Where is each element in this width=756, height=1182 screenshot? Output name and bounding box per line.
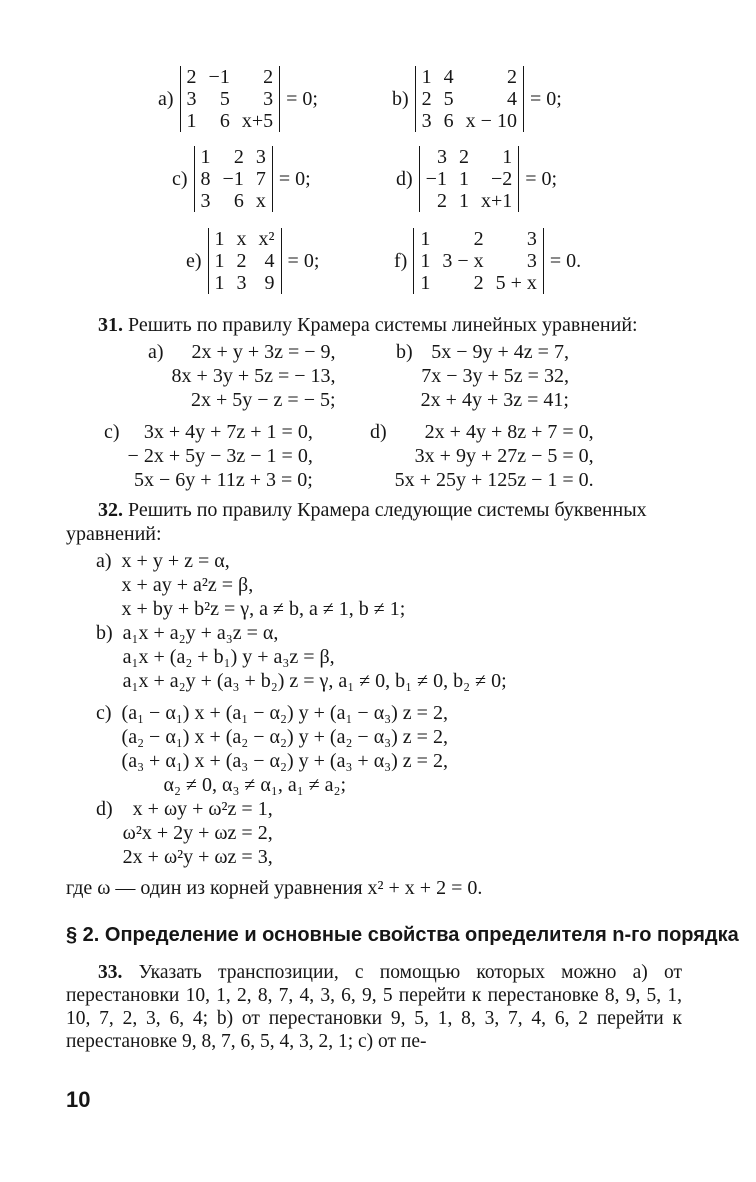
matrix-cell: 2: [186, 66, 197, 88]
det-equation: = 0.: [549, 249, 582, 272]
problem-33-statement: [66, 961, 682, 1053]
matrix-cell: 1: [420, 250, 431, 272]
matrix-cell: 6: [443, 110, 454, 132]
problem-31-statement: [98, 313, 638, 337]
equation-line: a₁x + a₂y + a₃z = α,: [122, 622, 279, 644]
det-e: [186, 228, 319, 294]
matrix-cell: 2: [436, 190, 447, 212]
system-label: c): [96, 702, 112, 724]
determinant-matrix: [180, 66, 281, 132]
system-label: a): [96, 550, 112, 572]
system-equations: [122, 701, 448, 797]
determinant-matrix: [415, 66, 524, 132]
equation-line: x + ωy + ω²z = 1,: [132, 798, 273, 820]
matrix-cell: x+1: [480, 190, 513, 212]
section-heading: § 2. Определение и основные свойства определителя n-го порядка: [66, 924, 739, 946]
matrix-cell: 6: [219, 110, 230, 132]
matrix-cell: x: [236, 228, 247, 250]
determinant-matrix: [419, 146, 520, 212]
system-label: b): [96, 622, 113, 644]
matrix-cell: 2: [473, 272, 484, 294]
matrix-cell: 7: [255, 168, 266, 190]
matrix-cell: 2: [236, 250, 247, 272]
matrix-cell: 3: [263, 88, 274, 110]
equation-line: − 2x + 5y − 3z − 1 = 0,: [127, 445, 313, 467]
equation-line: 2x + 4y + 3z = 41;: [420, 389, 569, 411]
problem-number: 32.: [98, 499, 123, 521]
equation-line: ω²x + 2y + ωz = 2,: [122, 822, 273, 844]
where-clause: где ω — один из корней уравнения x² + x + 2 = 0.: [66, 877, 483, 899]
det-label: e): [186, 249, 202, 272]
det-label: f): [394, 249, 408, 272]
matrix-cell: 2: [458, 146, 469, 168]
matrix-cell: 3: [255, 146, 266, 168]
matrix-cell: 5: [219, 88, 230, 110]
matrix-cell: 3: [236, 272, 247, 294]
determinant-matrix: [208, 228, 282, 294]
equation-line: x + by + b²z = γ, a ≠ b, a ≠ 1, b ≠ 1;: [121, 598, 406, 620]
system-equations: [421, 340, 569, 412]
problem-text-line1: Решить по правилу Крамера следующие системы буквенных: [128, 499, 647, 521]
system-32b: [96, 621, 507, 693]
matrix-cell: 3: [200, 190, 211, 212]
det-equation: = 0;: [525, 167, 558, 190]
equation-line: 2x + 4y + 8z + 7 = 0,: [424, 421, 594, 443]
matrix-cell: 1: [214, 272, 225, 294]
matrix-cell: 3: [186, 88, 197, 110]
system-equations: [122, 549, 406, 621]
matrix-cell: 8: [200, 168, 211, 190]
matrix-cell: 2: [263, 66, 274, 88]
matrix-cell: 2: [233, 146, 244, 168]
system-equations: [123, 621, 507, 693]
det-equation: = 0;: [286, 87, 318, 110]
matrix-cell: 1: [420, 272, 431, 294]
det-label: b): [392, 87, 409, 110]
matrix-cell: −1: [222, 168, 244, 190]
equation-line: (a₁ − α₁) x + (a₁ − α₂) y + (a₁ − α₃) z = 2,: [121, 702, 448, 724]
equation-line: 3x + 9y + 27z − 5 = 0,: [414, 445, 594, 467]
system-label: b): [396, 341, 413, 363]
matrix-cell: 1: [214, 250, 225, 272]
equation-line: (a₃ + α₁) x + (a₃ − α₂) y + (a₃ + α₃) z = 2,: [121, 750, 448, 772]
det-equation: = 0;: [529, 87, 562, 110]
problem-32-statement-cont: уравнений:: [66, 523, 162, 545]
system-31a: [148, 340, 336, 412]
det-label: a): [158, 87, 174, 110]
det-f: [394, 228, 581, 294]
system-31b: [396, 340, 569, 412]
matrix-cell: −1: [425, 168, 447, 190]
det-b: [392, 66, 562, 132]
system-31c: [104, 420, 313, 492]
matrix-cell: −2: [490, 168, 513, 190]
matrix-cell: 6: [233, 190, 244, 212]
determinant-matrix: [194, 146, 273, 212]
matrix-cell: 3: [526, 250, 537, 272]
determinant-matrix: [413, 228, 544, 294]
system-label: a): [148, 341, 164, 363]
matrix-cell: 1: [186, 110, 197, 132]
system-32d: [96, 797, 273, 869]
system-equations: [123, 797, 273, 869]
equation-line: 3x + 4y + 7z + 1 = 0,: [143, 421, 313, 443]
matrix-cell: 9: [264, 272, 275, 294]
page-number: 10: [66, 1087, 91, 1112]
system-equations: [395, 420, 594, 492]
system-31d: [370, 420, 594, 492]
problem-text: Указать транспозиции, с помощью которых можно a) от перестановки 10, 1, 2, 8, 7, 4, 3, 6, 9, 5 перейти к перестановке 8, 9, 5, 1, 10, 7, 2, 3, 6, 4; b) от перестановки 9, 5, 1, 8, 3, 7, 4, 6, 2 перейти к перестановке 9, 8, 7, 6, 5, 4, 3, 2, 1; c) от пе-: [66, 962, 682, 1052]
system-32c: [96, 701, 448, 797]
matrix-cell: 1: [214, 228, 225, 250]
system-equations: [172, 340, 336, 412]
matrix-cell: 1: [458, 168, 469, 190]
system-label: d): [370, 421, 387, 443]
det-c: [172, 146, 311, 212]
matrix-cell: 2: [473, 228, 484, 250]
equation-line: 2x + ω²y + ωz = 3,: [122, 846, 273, 868]
matrix-cell: 2: [421, 88, 432, 110]
matrix-cell: 1: [502, 146, 513, 168]
matrix-cell: 3: [526, 228, 537, 250]
equation-line: a₁x + a₂y + (a₃ + b₂) z = γ, a₁ ≠ 0, b₁ ≠ 0, b₂ ≠ 0;: [122, 670, 507, 692]
det-equation: = 0;: [278, 167, 311, 190]
system-label: c): [104, 421, 120, 443]
matrix-cell: 5 + x: [495, 272, 537, 294]
matrix-cell: 2: [506, 66, 517, 88]
matrix-cell: 4: [264, 250, 275, 272]
equation-line: 2x + y + 3z = − 9,: [191, 341, 336, 363]
matrix-cell: 1: [421, 66, 432, 88]
equation-line: x + y + z = α,: [121, 550, 230, 572]
matrix-cell: −1: [208, 66, 230, 88]
system-equations: [128, 420, 313, 492]
equation-line: x + ay + a²z = β,: [121, 574, 254, 596]
matrix-cell: 4: [506, 88, 517, 110]
matrix-cell: 4: [443, 66, 454, 88]
matrix-cell: 1: [458, 190, 469, 212]
problem-number: 33.: [98, 962, 123, 983]
equation-line: 2x + 5y − z = − 5;: [190, 389, 336, 411]
matrix-cell: x − 10: [465, 110, 517, 132]
problem-32-statement: [98, 498, 647, 522]
equation-line: 5x + 25y + 125z − 1 = 0.: [394, 469, 594, 491]
matrix-cell: 5: [443, 88, 454, 110]
problem-number: 31.: [98, 314, 123, 336]
matrix-cell: x: [255, 190, 266, 212]
det-label: d): [396, 167, 413, 190]
matrix-cell: 3: [421, 110, 432, 132]
equation-line: a₁x + (a₂ + b₁) y + a₃z = β,: [122, 646, 335, 668]
det-d: [396, 146, 557, 212]
matrix-cell: 3 − x: [442, 250, 484, 272]
matrix-cell: 1: [420, 228, 431, 250]
equation-line: 5x − 6y + 11z + 3 = 0;: [134, 469, 313, 491]
matrix-cell: 3: [436, 146, 447, 168]
system-label: d): [96, 798, 113, 820]
problem-text: Решить по правилу Крамера системы линейных уравнений:: [128, 314, 638, 336]
det-equation: = 0;: [287, 249, 320, 272]
equation-line: 8x + 3y + 5z = − 13,: [171, 365, 336, 387]
equation-line: 5x − 9y + 4z = 7,: [431, 341, 569, 363]
equation-line: (a₂ − α₁) x + (a₂ − α₂) y + (a₂ − α₃) z = 2,: [121, 726, 448, 748]
system-32a: [96, 549, 405, 621]
matrix-cell: 1: [200, 146, 211, 168]
det-label: c): [172, 167, 188, 190]
matrix-cell: x²: [258, 228, 275, 250]
condition-line: α₂ ≠ 0, α₃ ≠ α₁, a₁ ≠ a₂;: [163, 774, 347, 796]
det-a: [158, 66, 318, 132]
matrix-cell: x+5: [241, 110, 274, 132]
equation-line: 7x − 3y + 5z = 32,: [421, 365, 569, 387]
